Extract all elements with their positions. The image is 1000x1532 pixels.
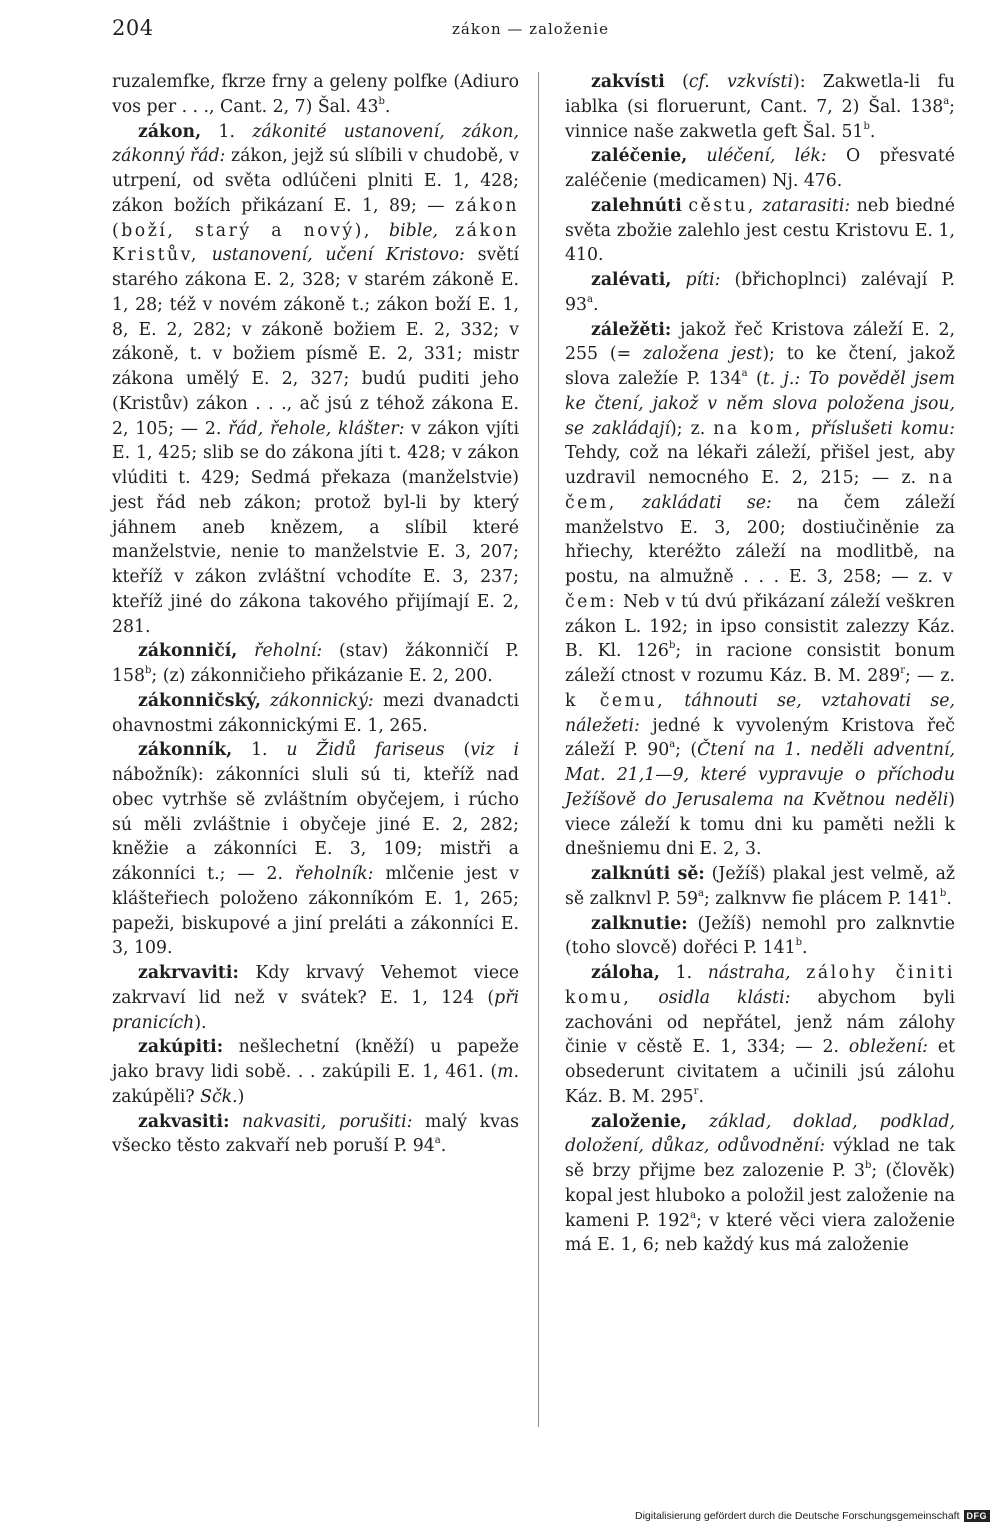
page-number: 204 xyxy=(112,16,154,40)
credit-text: Digitalisierung gefördert durch die Deutsche Forschungsgemeinschaft xyxy=(634,1510,960,1522)
running-head: zákon — založenie xyxy=(452,20,609,38)
left-column xyxy=(112,70,519,1159)
entry-zalknuti-se: zalknúti sě: (Ježíš) plakal jest velmě, až sě zalknvl P. 59$^a$; zalknvw fie plácem P. 141$^b$. xyxy=(565,864,955,909)
entry-zalevati: zalévati, píti: (břichoplnci) zalévají P. 93$^a$. xyxy=(565,270,955,315)
headword: zákonničský, xyxy=(138,690,261,711)
right-column xyxy=(565,70,955,1258)
entry-zakonnik: zákonník, 1. u Židů fariseus (viz i nábožník): zákonníci sluli sú ti, kteříž nad obec vytrhše sě zvláštním obyčejem, i rúcho sú měli zvláštnie i obyčeje jiné E. 2, 282; kněžie a zákonníci E. 3, 109; mistři a zákonníci t.; — 2. řeholník: mlčenie jest v klášteřiech položeno zákonníkóm E. 1, 265; papeži, biskupové a jiní preláti a zákonníci E. 3, 109. xyxy=(112,740,519,959)
headword: zakvísti xyxy=(591,72,665,92)
headword: zaléčenie, xyxy=(591,146,688,167)
entry-zalehnuti: zalehnúti cěstu, zatarasiti: neb biedné světa zbožie zalehlo jest cestu Kristovu E. 1, 410. xyxy=(565,195,955,266)
entry-zakvasiti: zakvasiti: nakvasiti, porušiti: malý kvas všecko těsto zakvaří neb poruší P. 94$^a$. xyxy=(112,1111,520,1157)
headword: zalévati, xyxy=(591,270,672,290)
entry-zalezeti: záležěti: jakož řeč Kristova záleží E. 2, 255 (= založena jest); to ke čtení, jakož slova zaležíe P. 134$^a$ (t. j.: To pověděl jsem ke čtení, jakož v něm slova položena jsou, se zakládají); z. na kom, příslušeti komu: Tehdy, což na lékaři záleží, přišel jest, aby uzdravil nemocného E. 2, 215; — z. na čem, zakládati se: na čem záleží manželstvo E. 3, 200; dostiučiněnie za hřiechy, kteréžto záleží na modlitbě, na postu, na almužně . . . E. 3, 258; — z. v čem: Neb v tú dvú přikázaní záleží veškren zákon L. 192; in ipso consistit zalezzy Káz. B. Kl. 126$^b$; in racione consistit bonum záleží ctnost v rozumu Káz. B. M. 289$^r$; — z. k čemu, táhnouti se, vztahovati se, náležeti: jedné k vyvoleným Kristova řeč záleží P. 90$^a$; (Čtení na 1. neděli adventní, Mat. 21,1—9, které vypravuje o příchodu Ježíšově do Jerusalema na Květnou neděli) viece záleží k tomu dni ku paměti nežli k dnešniemu dni E. 2, 3. xyxy=(565,319,956,860)
entry-zalozenie: založenie, základ, doklad, podklad, doložení, důkaz, odůvodnění: výklad ne tak sě brzy přijme bez zalozenie P. 3$^b$; (člověk) kopal jest hluboko a položil jest založenie na kameni P. 192$^a$; v které věci viera založenie má E. 1, 6; neb každý kus má založenie xyxy=(565,1111,955,1256)
entry-zalecenie: zaléčenie, uléčení, lék: O přesvaté zaléčenie (medicamen) Nj. 476. xyxy=(565,146,956,191)
digitization-credit xyxy=(635,1510,990,1522)
headword: zakúpiti: xyxy=(138,1037,224,1058)
entry-zakonnici: zákonničí, řeholní: (stav) žákonničí P. 158$^b$; (z) zákonničieho přikázanie E. 2, 200. xyxy=(112,641,519,686)
headword: zalknúti sě: xyxy=(591,864,705,884)
headword: záležěti: xyxy=(591,319,672,340)
headword: zákon, xyxy=(138,121,202,142)
headword: zákonničí, xyxy=(138,641,238,662)
column-divider xyxy=(538,72,539,1427)
entry-continuation: ruzalemfke, fkrze frny a geleny polfke (Adiuro vos per . . ., Cant. 2, 7) Šal. 43$^b$. xyxy=(112,72,519,117)
entry-zakvisti: zakvísti (cf. vzkvísti): Zakwetla-li fu iablka (si floruerunt, Cant. 7, 2) Šal. 138$^a$; vinnice naše zakwetla geft Šal. 51$^b$. xyxy=(565,72,955,142)
entry-zakrvaviti: zakrvaviti: Kdy krvavý Vehemot viece zakrvaví lid než v svátek? E. 1, 124 (při pranicích). xyxy=(112,963,519,1033)
entry-zakonnicsky: zákonničský, zákonnický: mezi dvanadcti ohavnostmi zákonnickými E. 1, 265. xyxy=(112,690,519,736)
entry-zakupiti: zakúpiti: nešlechetní (kněží) u papeže jako bravy lidi sobě. . . zakúpili E. 1, 461. (m. zakúpěli? Sčk.) xyxy=(112,1037,519,1107)
headword: zakrvaviti: xyxy=(138,963,239,983)
headword: zalknutie: xyxy=(591,913,688,934)
headword: zakvasiti: xyxy=(138,1111,230,1132)
entry-zakon: zákon, 1. zákonité ustanovení, zákon, zákonný řád: zákon, jejž sú slíbili v chudobě, v utrpení, od světa odlúčeni plniti E. 1, 428; zákon božích přikázaní E. 1, 89; — zákon (boží, starý a nový), bible, zákon Kristův, ustanovení, učení Kristovo: světí starého zákona E. 2, 328; v starém zákoně E. 1, 28; též v novém zákoně t.; zákon boží E. 1, 8, E. 2, 282; v zákoně božiem E. 2, 332; v zákoně, t. v božiem písmě E. 2, 331; mistr zákona umělý E. 2, 327; budú puditi jeho (Kristův) zákon . . ., ač jsú z téhož zákona E. 2, 105; — 2. řád, řehole, klášter: v zákon vjíti E. 1, 425; slib se do zákona jíti t. 428; v zákon vlúditi t. 429; Sedmá překaza (manželstvie) jest řád neb zákon; protož byl-li by který jáhnem aneb knězem, a slíbil které manželstvie, nenie to manželstvie E. 3, 207; kteříž v zákon zvláštní vchodíte E. 3, 237; kteříž jiné do zákona takového přijímají E. 2, 281. xyxy=(112,121,520,637)
entry-zaloha: záloha, 1. nástraha, zálohy činiti komu, osidla klásti: abychom byli zachováni od nepřátel, jenž nám zálohy činie v cěstě E. 1, 334; — 2. obležení: et obsederunt civitatem a učinili jsú zálohu Káz. B. M. 295$^r$. xyxy=(565,963,956,1107)
headword: záloha, xyxy=(591,963,660,983)
headword: zákonník, xyxy=(138,740,233,761)
dfg-logo-icon: DFG xyxy=(964,1510,991,1522)
headword: zalehnúti xyxy=(591,195,682,216)
entry-zalknutie: zalknutie: (Ježíš) nemohl pro zalknvtie (toho slovcě) dořéci P. 141$^b$. xyxy=(565,913,955,959)
headword: založenie, xyxy=(591,1111,688,1132)
